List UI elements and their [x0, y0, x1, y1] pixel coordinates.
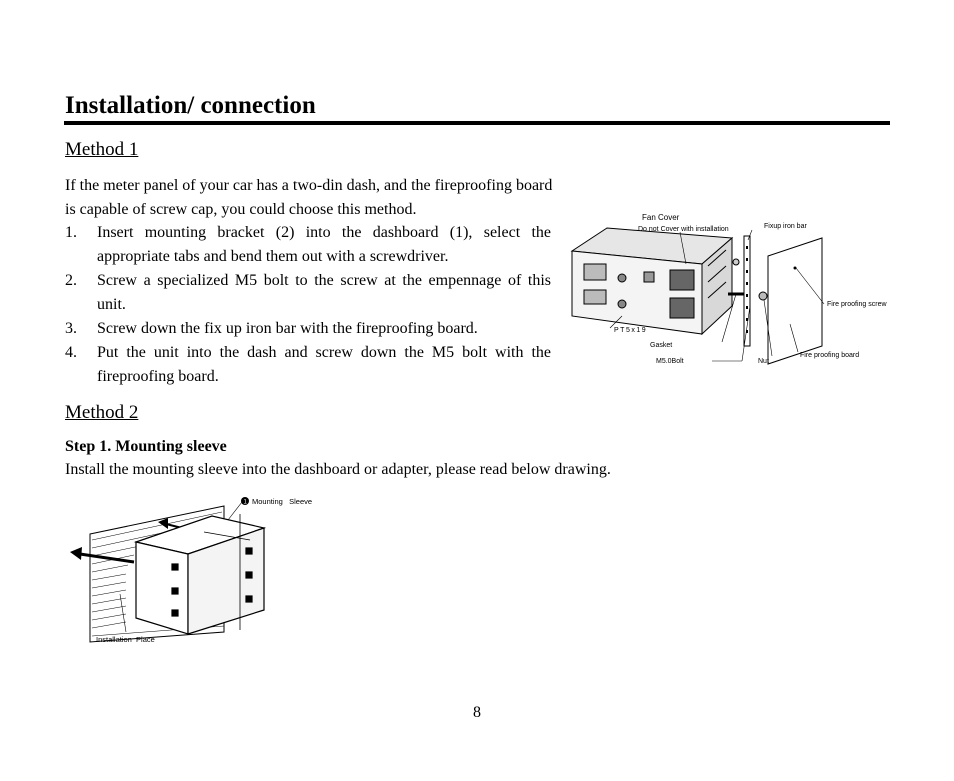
method2-heading: Method 2 — [65, 402, 139, 423]
label-gasket: Gasket — [650, 342, 673, 349]
step-number: 4. — [65, 344, 77, 361]
fixup-iron-bar-drawing — [744, 236, 750, 346]
list-item — [65, 269, 551, 317]
method1-heading: Method 1 — [65, 139, 139, 160]
fire-proofing-board-drawing — [768, 238, 822, 364]
step-number: 2. — [65, 272, 77, 289]
step1-text: Install the mounting sleeve into the dashboard or adapter, please read below drawing. — [65, 461, 611, 478]
method1-installation-diagram — [562, 206, 902, 368]
title-rule — [64, 121, 890, 125]
method1-intro-line1: If the meter panel of your car has a two-din dash, and the fireproofing board — [65, 177, 553, 194]
page-number: 8 — [473, 704, 481, 721]
label-m5-bolt: M5.0Bolt — [656, 358, 684, 365]
label-fire-proofing-board: Fire proofing board — [800, 352, 860, 359]
label-fan-cover: Fan Cover — [642, 213, 680, 222]
list-item — [65, 317, 551, 341]
marker-number: 1 — [243, 499, 247, 506]
method1-intro-line2: is capable of screw cap, you could choose this method. — [65, 201, 417, 218]
label-mounting-sleeve: Mounting Sleeve — [252, 497, 313, 506]
step-text: Put the unit into the dash and screw down the M5 bolt with the fireproofing board. — [97, 344, 551, 385]
page-title: Installation/ connection — [65, 92, 316, 119]
mounting-sleeve-diagram — [64, 492, 328, 648]
method1-steps — [65, 221, 551, 389]
label-pt5x19: PT5x19 — [614, 327, 648, 334]
label-fixup-iron-bar: Fixup iron bar — [764, 223, 807, 230]
step-text: Screw a specialized M5 bolt to the screw at the empennage of this unit. — [97, 272, 551, 313]
step-text: Screw down the fix up iron bar with the fireproofing board. — [97, 320, 478, 337]
label-do-not-cover: Do not Cover with installation — [638, 226, 729, 233]
nut-drawing — [759, 292, 767, 300]
label-installation-place: Installation Place — [96, 635, 155, 644]
step-text: Insert mounting bracket (2) into the dashboard (1), select the appropriate tabs and bend them out with a screwdriver. — [97, 224, 551, 265]
step1-title: Step 1. Mounting sleeve — [65, 438, 227, 455]
label-fire-proofing-screw: Fire proofing screw — [827, 301, 887, 308]
list-item — [65, 221, 551, 269]
head-unit-drawing — [572, 228, 732, 334]
step-number: 1. — [65, 224, 77, 241]
list-item — [65, 341, 551, 389]
label-nut: Nut — [758, 358, 769, 365]
step-number: 3. — [65, 320, 77, 337]
